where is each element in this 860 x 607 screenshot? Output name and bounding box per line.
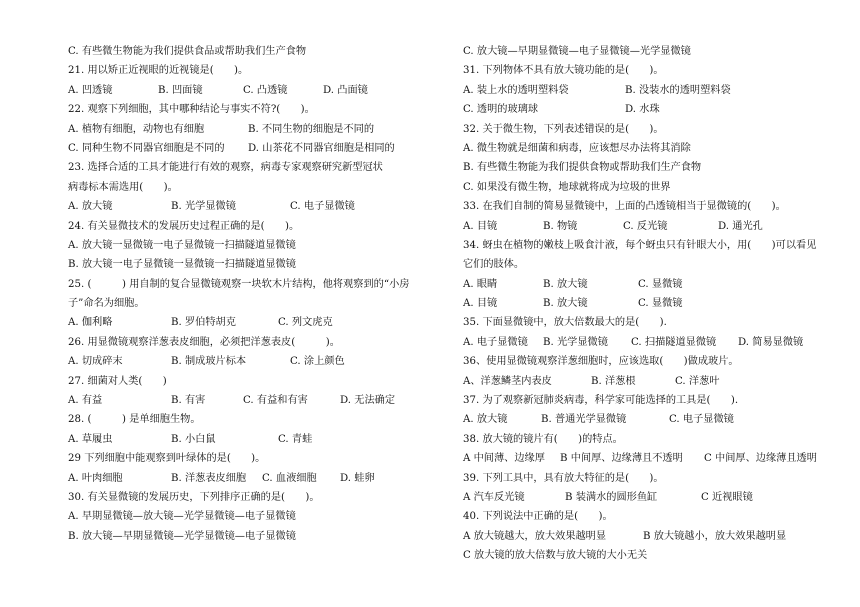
answer-option: A. 有益 — [68, 395, 103, 407]
answer-option: A. 放大镜 — [463, 414, 508, 426]
question-line: 28. ( ) 是单细胞生物。 — [68, 414, 201, 426]
answer-option: C. 反光镜 — [623, 220, 668, 232]
answer-option: A 中间薄、边缘厚 — [463, 453, 545, 465]
options-row — [68, 430, 428, 449]
answer-option: C. 洋葱叶 — [675, 375, 720, 387]
answer-option: A. 凹透镜 — [68, 84, 113, 96]
options-row — [463, 81, 823, 100]
question-line: 31. 下列物体不具有放大镜功能的是( )。 — [463, 65, 664, 77]
answer-option: B. 制成玻片标本 — [171, 356, 247, 368]
answer-option: A. 放大镜 — [68, 201, 113, 213]
answer-option: A. 伽利略 — [68, 317, 113, 329]
question-line: 35. 下面显微镜中，放大倍数最大的是( ). — [463, 317, 667, 329]
question-line: C. 有些微生物能为我们提供食品或帮助我们生产食物 — [68, 46, 307, 57]
answer-option: A. 叶肉细胞 — [68, 472, 123, 484]
options-row — [68, 313, 428, 332]
options-row — [463, 217, 823, 236]
answer-option: C 近视眼镜 — [701, 491, 753, 503]
options-row — [68, 469, 428, 488]
answer-option: D. 通光孔 — [718, 220, 763, 232]
answer-option: A. 装上水的透明塑料袋 — [463, 84, 569, 96]
answer-option: B 中间厚、边缘薄且不透明 — [560, 453, 683, 465]
question-line: C. 如果没有微生物，地球就将成为垃圾的世界 — [463, 181, 671, 193]
answer-option: D. 无法确定 — [340, 395, 396, 407]
answer-option: B. 放大镜 — [543, 298, 588, 310]
options-row — [463, 294, 823, 313]
answer-option: B. 光学显微镜 — [543, 336, 608, 348]
question-line: 26. 用显微镜观察洋葱表皮细胞，必须把洋葱表皮( )。 — [68, 336, 340, 348]
answer-option: C. 显微镜 — [638, 298, 683, 310]
answer-option: C. 透明的玻璃球 — [463, 104, 539, 116]
options-row — [68, 120, 428, 139]
answer-option: C. 扫描隧道显微镜 — [631, 336, 717, 348]
question-line: C. 放大镜—早期显微镜—电子显微镜—光学显微镜 — [463, 46, 691, 57]
answer-option: B. 洋葱根 — [591, 375, 636, 387]
question-line: B. 放大镜一电子显微镜一显微镜一扫描隧道显微镜 — [68, 259, 296, 271]
question-line: 36、使用显微镜观察洋葱细胞时，应该选取( )做成玻片。 — [463, 356, 739, 368]
question-line: 37. 为了观察新冠肺炎病毒，科学家可能选择的工具是( ). — [463, 395, 739, 407]
answer-option: B. 小白鼠 — [171, 433, 216, 445]
question-line: 39. 下列工具中，具有放大特征的是( )。 — [463, 472, 664, 484]
options-row — [463, 372, 823, 391]
answer-option: B. 洋葱表皮细胞 — [171, 472, 247, 484]
question-line: C 放大镜的放大倍数与放大镜的大小无关 — [463, 550, 648, 562]
options-row — [68, 197, 428, 216]
question-line: 33. 在我们自制的简易显微镜中，上面的凸透镜相当于显微镜的( )。 — [463, 201, 786, 213]
answer-option: A. 切成碎末 — [68, 356, 123, 368]
question-line: 25. ( ) 用自制的复合显微镜观察一块软木片结构，他将观察到的“小房 — [68, 278, 410, 290]
question-line: A. 微生物就是细菌和病毒，应该想尽办法将其消除 — [463, 142, 691, 154]
question-line: 它们的肢体。 — [463, 259, 525, 271]
question-line: B. 有些微生物能为我们提供食物或帮助我们生产食物 — [463, 162, 702, 174]
question-line: A. 放大镜一显微镜一电子显微镜一扫描隧道显微镜 — [68, 239, 296, 251]
answer-option: B. 罗伯特胡克 — [171, 317, 236, 329]
answer-option: B. 没装水的透明塑料袋 — [625, 84, 731, 96]
question-line: 30. 有关显微镜的发展历史，下列排序正确的是( )。 — [68, 491, 320, 503]
question-line: 40. 下列说法中正确的是( )。 — [463, 511, 613, 523]
question-line: 34. 蚜虫在植物的嫩枝上吸食汁液，每个蚜虫只有针眼大小，用( )可以看见 — [463, 239, 817, 251]
answer-option: C. 显微镜 — [638, 278, 683, 290]
question-line: 21. 用以矫正近视眼的近视镜是( )。 — [68, 65, 249, 77]
answer-option: B. 凹面镜 — [158, 84, 203, 96]
left-column — [68, 42, 428, 546]
answer-option: D. 凸面镜 — [323, 84, 368, 96]
question-line: B. 放大镜—早期显微镜—光学显微镜—电子显微镜 — [68, 530, 296, 542]
answer-option: B. 不同生物的细胞是不同的 — [248, 123, 375, 135]
question-line: 病毒标本需选用( )。 — [68, 181, 178, 193]
options-row — [463, 100, 823, 119]
question-line: 22. 观察下列细胞，其中哪种结论与事实不符?( )。 — [68, 104, 315, 116]
answer-option: B. 放大镜 — [543, 278, 588, 290]
question-line: 24. 有关显微技术的发展历史过程正确的是( )。 — [68, 220, 300, 232]
options-row — [68, 352, 428, 371]
answer-option: C. 同种生物不同器官细胞是不同的 — [68, 142, 225, 154]
question-line: A. 早期显微镜—放大镜—光学显微镜—电子显微镜 — [68, 511, 296, 523]
options-row — [68, 139, 428, 158]
options-row — [463, 449, 823, 468]
answer-option: A. 目镜 — [463, 220, 498, 232]
question-line: 38. 放大镜的镜片有( )的特点。 — [463, 433, 623, 445]
answer-option: C. 电子显微镜 — [290, 201, 355, 213]
options-row — [68, 391, 428, 410]
options-row — [463, 488, 823, 507]
answer-option: C 中间厚、边缘薄且透明 — [704, 453, 817, 465]
question-line: 27. 细菌对人类( ) — [68, 375, 167, 387]
answer-option: A. 植物有细胞，动物也有细胞 — [68, 123, 205, 135]
answer-option: A、洋葱鳞茎内表皮 — [463, 375, 552, 387]
answer-option: A. 电子显微镜 — [463, 336, 528, 348]
question-line: 子”命名为细胞。 — [68, 298, 145, 310]
answer-option: C. 列文虎克 — [278, 317, 333, 329]
options-row — [68, 81, 428, 100]
answer-option: C. 血液细胞 — [262, 472, 317, 484]
answer-option: D. 山茶花不同器官细胞是相同的 — [248, 142, 395, 154]
options-row — [463, 527, 823, 546]
answer-option: D. 蛙卵 — [340, 472, 375, 484]
answer-option: C. 凸透镜 — [243, 84, 288, 96]
answer-option: B. 物镜 — [543, 220, 578, 232]
answer-option: A. 目镜 — [463, 298, 498, 310]
answer-option: A 汽车反光镜 — [463, 491, 525, 503]
options-row — [463, 333, 823, 352]
answer-option: D. 简易显微镜 — [738, 336, 804, 348]
answer-option: C. 青蛙 — [278, 433, 313, 445]
answer-option: B 放大镜越小，放大效果越明显 — [643, 530, 787, 542]
answer-option: B. 普通光学显微镜 — [541, 414, 627, 426]
answer-option: B. 光学显微镜 — [171, 201, 236, 213]
answer-option: D. 水珠 — [625, 104, 660, 116]
answer-option: B 装满水的圆形鱼缸 — [565, 491, 658, 503]
options-row — [463, 275, 823, 294]
right-column — [463, 42, 823, 566]
question-line: 29 下列细胞中能观察到叶绿体的是( )。 — [68, 453, 266, 465]
answer-option: A. 草履虫 — [68, 433, 113, 445]
question-line: 23. 选择合适的工具才能进行有效的观察，病毒专家观察研究新型冠状 — [68, 162, 383, 174]
answer-option: C. 有益和有害 — [243, 395, 308, 407]
answer-option: B. 有害 — [171, 395, 206, 407]
answer-option: C. 电子显微镜 — [669, 414, 734, 426]
answer-option: A. 眼睛 — [463, 278, 498, 290]
answer-option: C. 涂上颜色 — [290, 356, 345, 368]
question-line: 32. 关于微生物，下列表述错误的是( )。 — [463, 123, 664, 135]
answer-option: A 放大镜越大，放大效果越明显 — [463, 530, 607, 542]
options-row — [463, 410, 823, 429]
